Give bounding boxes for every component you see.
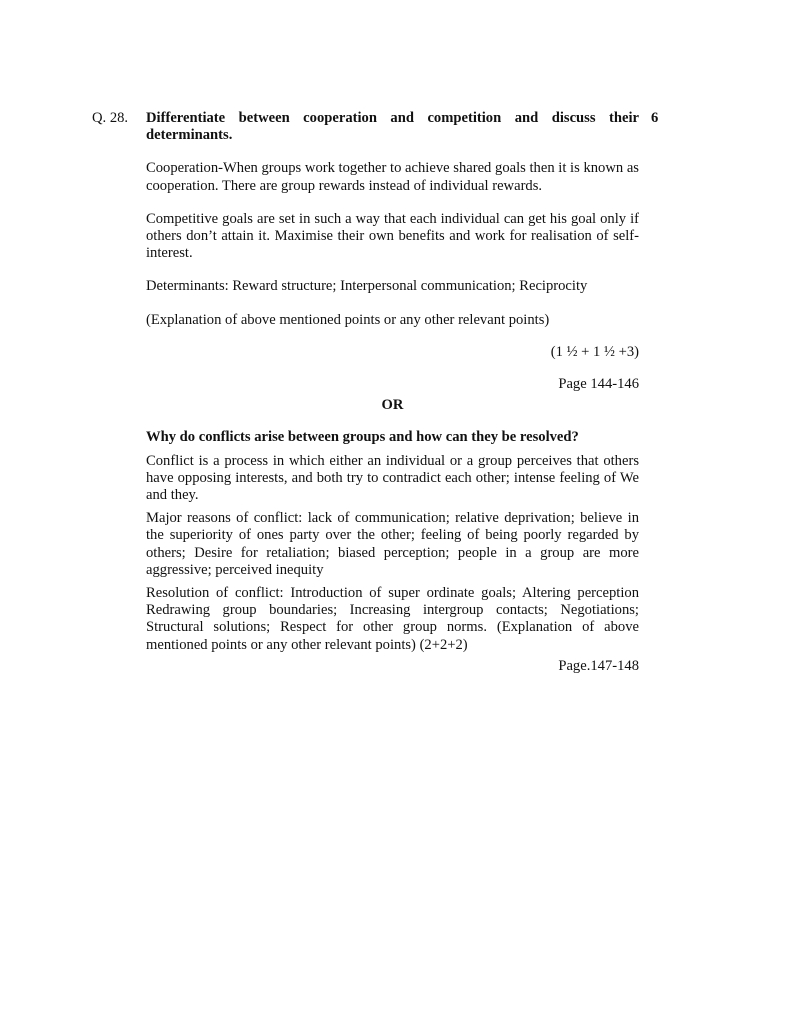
question-marks: 6	[651, 110, 659, 126]
page-reference: Page 144-146	[558, 376, 639, 393]
conflict-definition-paragraph: Conflict is a process in which either an individual or a group perceives that others have opposing interests, and both try to contradict each other; intense feeling of We and they.	[146, 452, 639, 504]
marking-scheme: (1 ½ + 1 ½ +3)	[550, 343, 639, 360]
competition-paragraph: Competitive goals are set in such a way that each individual can get his goal only if others don’t attain it. Maximise their own benefits and work for realisation of self-interest.	[146, 210, 639, 262]
answer-content	[146, 110, 639, 675]
question-number: Q. 28.	[92, 110, 129, 126]
cooperation-paragraph: Cooperation-When groups work together to achieve shared goals then it is known as cooperation. There are group rewards instead of individual rewards.	[146, 160, 639, 194]
or-separator: OR	[381, 397, 404, 414]
conflict-reasons-paragraph: Major reasons of conflict: lack of communication; relative deprivation; believe in the superiority of ones party over the other; feeling of being poorly regarded by others; Desire for retaliation; biased perception; people in a group are more aggressive; perceived inequity	[146, 510, 639, 578]
determinants-paragraph: Determinants: Reward structure; Interpersonal communication; Reciprocity	[146, 278, 588, 295]
alternative-question-title: Why do conflicts arise between groups and how can they be resolved?	[146, 429, 579, 446]
conflict-resolution-paragraph: Resolution of conflict: Introduction of super ordinate goals; Altering perception Redrawing group boundaries; Increasing intergroup contacts; Negotiations; Structural solutions; Respect for other group norms. (Explanation of above mentioned points or any other relevant points) (2+2+2)	[146, 585, 639, 653]
question-title: Differentiate between cooperation and competition and discuss their determinants.	[146, 110, 639, 144]
alternative-page-reference: Page.147-148	[558, 657, 639, 674]
explanation-note: (Explanation of above mentioned points or any other relevant points)	[146, 311, 550, 328]
